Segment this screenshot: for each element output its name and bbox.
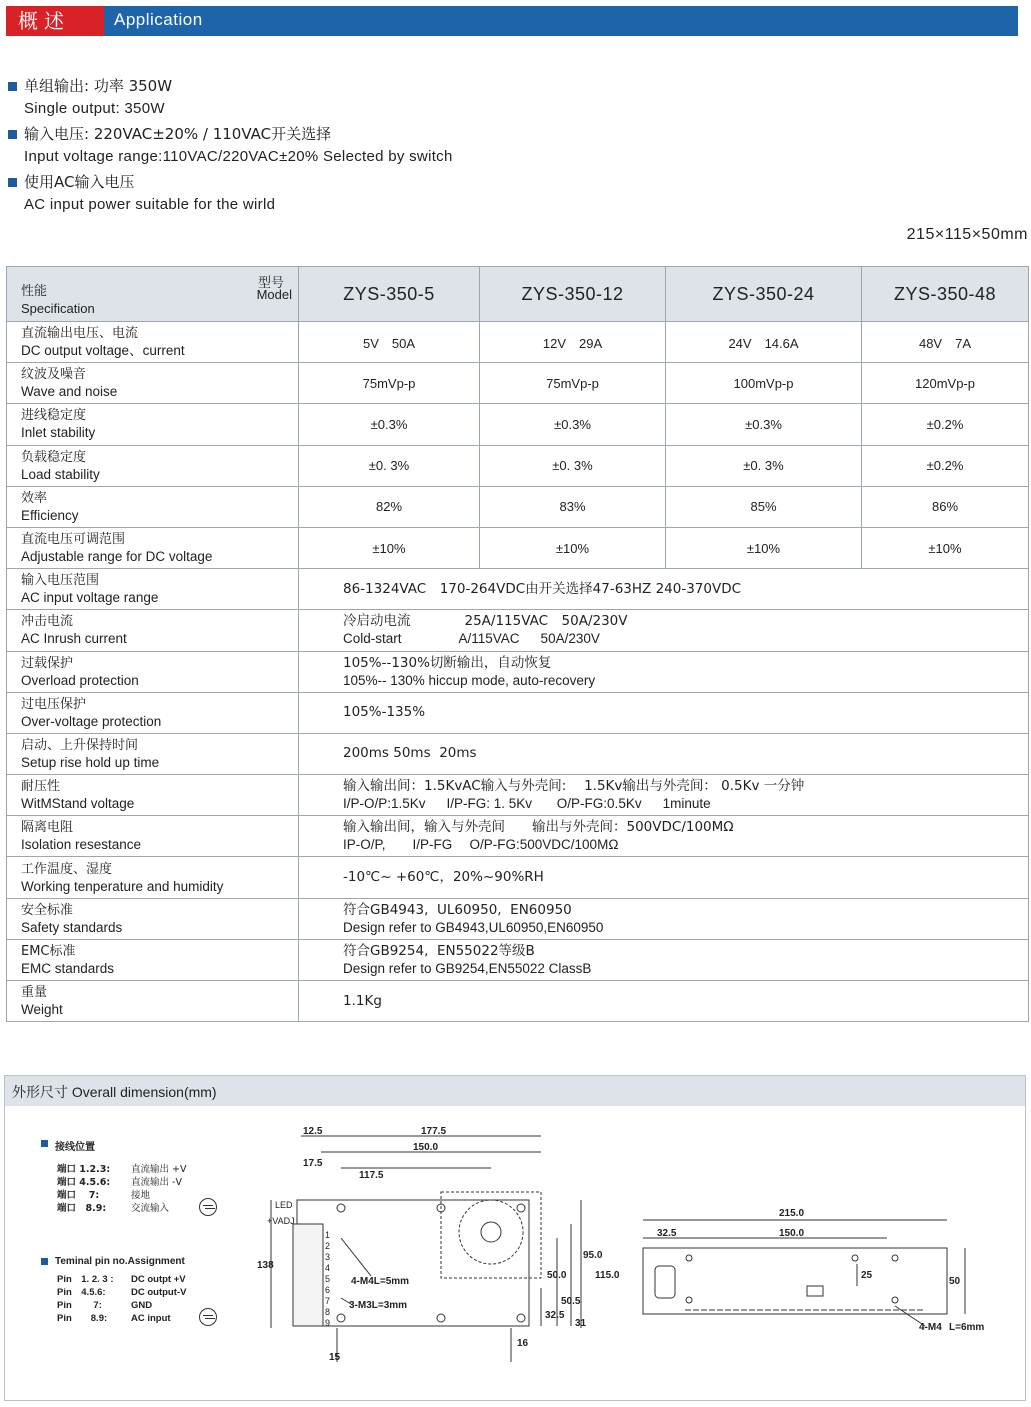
spec-label-cell bbox=[7, 692, 299, 733]
pin-number: 7 bbox=[325, 1296, 331, 1306]
front-view-drawing bbox=[241, 1126, 620, 1384]
pin-number: 5 bbox=[325, 1274, 331, 1284]
spec-label-en: Setup rise hold up time bbox=[21, 754, 160, 770]
side-view-drawing bbox=[625, 1196, 1021, 1336]
spec-label-cn: 进线稳定度 bbox=[21, 408, 87, 424]
hole-label: 4-M4 bbox=[919, 1322, 942, 1333]
spec-value-cell bbox=[299, 898, 1029, 939]
side-body-outline bbox=[643, 1248, 947, 1314]
spec-label-cell bbox=[7, 981, 299, 1022]
spec-label-cell bbox=[7, 898, 299, 939]
spec-value-line: 符合GB9254, EN55022等级B bbox=[343, 942, 535, 959]
spec-label-cn: 隔离电阻 bbox=[21, 820, 74, 836]
spec-label-cn: 冲击电流 bbox=[21, 614, 74, 630]
table-row bbox=[7, 322, 1029, 363]
spec-value-cell bbox=[299, 816, 1029, 857]
terminal-port: Pin 4.5.6: bbox=[57, 1287, 106, 1298]
terminal-port: Pin 8.9: bbox=[57, 1313, 108, 1324]
bullet-square-icon bbox=[8, 178, 17, 187]
spec-value-cell: ±0.3% bbox=[480, 404, 666, 445]
spec-label-en: Safety standards bbox=[21, 919, 123, 935]
list-item bbox=[41, 1286, 186, 1299]
spec-value-line: Design refer to GB4943,UL60950,EN60950 bbox=[343, 919, 604, 935]
pin-number: 3 bbox=[325, 1252, 331, 1262]
pin-number: 6 bbox=[325, 1285, 331, 1295]
spec-value-line: 输入输出间：1.5KvAC输入与外壳间: 1.5Kv输出与外壳间： 0.5Kv 一分钟 bbox=[343, 778, 805, 795]
spec-value-cell: 24V 14.6A bbox=[666, 322, 862, 363]
spec-table bbox=[6, 266, 1029, 1022]
dim-label: 150.0 bbox=[413, 1142, 439, 1153]
spec-label-cell bbox=[7, 939, 299, 980]
spec-label-en: Overload protection bbox=[21, 672, 139, 688]
spec-label-en: Wave and noise bbox=[21, 384, 118, 400]
spec-value-line: Cold-start A/115VAC 50A/230V bbox=[343, 631, 600, 647]
spec-value-line: 输入输出间，输入与外壳间 输出与外壳间：500VDC/100MΩ bbox=[343, 819, 734, 836]
spec-label-cn: 直流电压可调范围 bbox=[21, 532, 126, 548]
ground-symbol-icon bbox=[199, 1198, 217, 1216]
spec-label-en: Working tenperature and humidity bbox=[21, 878, 224, 894]
spec-label-cn: 直流输出电压、电流 bbox=[21, 326, 139, 342]
spec-value-cell: ±10% bbox=[666, 527, 862, 568]
spec-value-line: Design refer to GB9254,EN55022 ClassB bbox=[343, 960, 592, 976]
bullet-text-cn: 单组输出: 功率 350W bbox=[24, 77, 173, 95]
table-row bbox=[7, 404, 1029, 445]
spec-value-cell: ±0. 3% bbox=[666, 445, 862, 486]
spec-value-cell: 100mVp-p bbox=[666, 363, 862, 404]
pin-number: 4 bbox=[325, 1263, 331, 1273]
spec-value-cell bbox=[299, 939, 1029, 980]
table-row bbox=[7, 857, 1029, 898]
table-row bbox=[7, 981, 1029, 1022]
list-item bbox=[41, 1273, 186, 1286]
spec-value-cell bbox=[299, 981, 1029, 1022]
spec-value-cell: ±0.3% bbox=[299, 404, 480, 445]
dim-label: 50 bbox=[949, 1276, 961, 1287]
table-header-row bbox=[7, 267, 1029, 322]
spec-label-cell bbox=[7, 775, 299, 816]
spec-value-line: 冷启动电流 25A/115VAC 50A/230V bbox=[343, 613, 628, 630]
spec-label-cn: 输入电压范围 bbox=[21, 573, 100, 589]
dim-label: 117.5 bbox=[359, 1170, 384, 1181]
spec-value-cell: 120mVp-p bbox=[862, 363, 1029, 404]
bullet-text-en: Input voltage range:110VAC/220VAC±20% Selected by switch bbox=[24, 148, 453, 165]
spec-label-cell bbox=[7, 651, 299, 692]
bullet-text-cn: 输入电压: 220VAC±20% / 110VAC开关选择 bbox=[24, 125, 332, 143]
spec-value-cell: 85% bbox=[666, 486, 862, 527]
dim-label: 32.5 bbox=[657, 1228, 677, 1239]
spec-value-line: 105%--130%切断输出，自动恢复 bbox=[343, 654, 552, 671]
spec-label-cell bbox=[7, 363, 299, 404]
table-row bbox=[7, 445, 1029, 486]
terminal-list-cn bbox=[41, 1138, 186, 1215]
dim-label: 12.5 bbox=[303, 1126, 323, 1137]
spec-label-cn: 负载稳定度 bbox=[21, 449, 87, 465]
spec-value-cell: 5V 50A bbox=[299, 322, 480, 363]
dim-label: 25 bbox=[861, 1270, 873, 1281]
terminal-heading-cn: 接线位置 bbox=[41, 1138, 186, 1153]
spec-label-cell bbox=[7, 733, 299, 774]
dim-label: 95.0 bbox=[583, 1250, 603, 1261]
dim-label: 50.0 bbox=[547, 1270, 567, 1281]
terminal-desc: DC outpt +V bbox=[131, 1274, 186, 1285]
terminal-block bbox=[293, 1224, 323, 1326]
spec-label-cn: 工作温度、湿度 bbox=[21, 861, 113, 877]
spec-value-line: I/P-O/P:1.5Kv I/P-FG: 1. 5Kv O/P-FG:0.5Kv 1minute bbox=[343, 796, 711, 812]
led-label: LED bbox=[275, 1200, 293, 1210]
list-item bbox=[41, 1189, 186, 1202]
dim-label: 15 bbox=[329, 1352, 341, 1363]
spec-value-cell: ±0.2% bbox=[862, 445, 1029, 486]
spec-label-cn: 过载保护 bbox=[21, 655, 74, 671]
table-row bbox=[7, 651, 1029, 692]
terminal-port: 端口 1.2.3: bbox=[57, 1164, 111, 1175]
model-label-cn: 型号 bbox=[257, 276, 284, 291]
terminal-port: 端口 7: bbox=[57, 1190, 100, 1201]
spec-label-en: EMC standards bbox=[21, 960, 115, 976]
spec-label-cell bbox=[7, 404, 299, 445]
spec-label-cell bbox=[7, 857, 299, 898]
terminal-list-en bbox=[41, 1256, 186, 1325]
fan-outline bbox=[459, 1200, 523, 1264]
pin-number: 2 bbox=[325, 1241, 331, 1251]
dim-label: 50.5 bbox=[561, 1296, 581, 1307]
terminal-desc: GND bbox=[131, 1300, 153, 1311]
terminal-desc: 接地 bbox=[131, 1190, 151, 1201]
spec-value-cell: 75mVp-p bbox=[480, 363, 666, 404]
spec-label-en: Weight bbox=[21, 1002, 63, 1018]
terminal-desc: 直流输出 +V bbox=[131, 1164, 187, 1175]
length-label: L=6mm bbox=[949, 1322, 985, 1333]
bullet-square-icon bbox=[8, 130, 17, 139]
spec-label-en: Load stability bbox=[21, 466, 100, 482]
dim-label: 32.5 bbox=[545, 1310, 565, 1321]
spec-label-cn: 性能 bbox=[21, 284, 48, 299]
spec-value-line: 105%-- 130% hiccup mode, auto-recovery bbox=[343, 672, 596, 688]
table-row bbox=[7, 569, 1029, 610]
spec-label-cell bbox=[7, 445, 299, 486]
terminal-desc: 交流输入 bbox=[131, 1203, 170, 1214]
spec-value-cell: ±0.3% bbox=[666, 404, 862, 445]
spec-label-en: Isolation resestance bbox=[21, 837, 142, 853]
spec-value-line: 105%-135% bbox=[343, 704, 426, 721]
dimension-title-cn: 外形尺寸 bbox=[12, 1085, 68, 1101]
dimension-title-bar bbox=[5, 1076, 1025, 1106]
spec-value-cell: ±10% bbox=[480, 527, 666, 568]
table-row bbox=[7, 486, 1029, 527]
spec-value-line: 符合GB4943, UL60950, EN60950 bbox=[343, 901, 572, 918]
list-item bbox=[41, 1176, 186, 1189]
table-row bbox=[7, 733, 1029, 774]
spec-label-en: Specification bbox=[21, 301, 95, 316]
dimension-title bbox=[12, 1082, 217, 1102]
spec-label-en: Over-voltage protection bbox=[21, 713, 162, 729]
front-body-outline bbox=[297, 1200, 529, 1326]
spec-value-cell bbox=[299, 857, 1029, 898]
pin-number: 1 bbox=[325, 1230, 331, 1240]
spec-value-cell: ±10% bbox=[862, 527, 1029, 568]
dim-label: 31 bbox=[575, 1318, 587, 1329]
spec-label-en: Adjustable range for DC voltage bbox=[21, 549, 213, 565]
spec-label-cell bbox=[7, 610, 299, 651]
spec-label-cell bbox=[7, 486, 299, 527]
spec-label-cell bbox=[7, 569, 299, 610]
terminal-desc: 直流输出 -V bbox=[131, 1177, 182, 1188]
table-corner-cell bbox=[7, 267, 299, 322]
spec-value-line: -10℃~ +60℃，20%~90%RH bbox=[343, 869, 544, 886]
spec-value-line: 200ms 50ms 20ms bbox=[343, 745, 477, 762]
list-item bbox=[8, 172, 608, 220]
spec-value-cell: 82% bbox=[299, 486, 480, 527]
spec-label-cell bbox=[7, 816, 299, 857]
terminal-heading-en: Teminal pin no.Assignment bbox=[41, 1256, 186, 1267]
spec-label-en: AC Inrush current bbox=[21, 631, 127, 647]
list-item bbox=[41, 1202, 186, 1215]
spec-value-line: IP-O/P, I/P-FG O/P-FG:500VDC/100MΩ bbox=[343, 837, 619, 853]
table-row bbox=[7, 939, 1029, 980]
bullet-square-icon bbox=[8, 82, 17, 91]
spec-value-cell: 48V 7A bbox=[862, 322, 1029, 363]
application-list bbox=[8, 76, 608, 220]
model-header: ZYS-350-24 bbox=[666, 267, 862, 322]
ground-symbol-icon bbox=[199, 1308, 217, 1326]
vadj-label: +VADJ bbox=[267, 1216, 295, 1226]
product-dimensions: 215×115×50mm bbox=[906, 226, 1028, 243]
table-row bbox=[7, 816, 1029, 857]
model-header: ZYS-350-48 bbox=[862, 267, 1029, 322]
list-item bbox=[41, 1299, 186, 1312]
spec-label-cn: 过电压保护 bbox=[21, 696, 87, 712]
table-row bbox=[7, 363, 1029, 404]
spec-value-cell: 86% bbox=[862, 486, 1029, 527]
section-header bbox=[6, 6, 1018, 36]
dim-label: 177.5 bbox=[421, 1126, 447, 1137]
spec-value-cell: ±0.2% bbox=[862, 404, 1029, 445]
spec-label-cn: 效率 bbox=[21, 490, 48, 506]
table-row bbox=[7, 610, 1029, 651]
dim-label: 17.5 bbox=[303, 1158, 323, 1169]
spec-label-cell bbox=[7, 322, 299, 363]
spec-label-cn: 纹波及噪音 bbox=[21, 367, 87, 383]
hole-label: 3-M3L=3mm bbox=[349, 1300, 408, 1311]
model-label-en: Model bbox=[256, 287, 292, 302]
spec-label-cell bbox=[7, 527, 299, 568]
dimension-section bbox=[4, 1075, 1026, 1401]
list-item bbox=[8, 124, 608, 172]
terminal-port: Pin 1. 2. 3 : bbox=[57, 1274, 114, 1285]
spec-label-cn: 耐压性 bbox=[21, 779, 61, 795]
table-row bbox=[7, 898, 1029, 939]
bullet-text-en: AC input power suitable for the wirld bbox=[24, 196, 276, 213]
spec-value-cell: 83% bbox=[480, 486, 666, 527]
spec-value-cell bbox=[299, 569, 1029, 610]
spec-label-en: Inlet stability bbox=[21, 425, 96, 441]
terminal-port: 端口 4.5.6: bbox=[57, 1177, 111, 1188]
spec-value-cell: ±10% bbox=[299, 527, 480, 568]
pin-number: 8 bbox=[325, 1307, 331, 1317]
header-title-cn: 概述 bbox=[6, 6, 104, 36]
list-item bbox=[8, 76, 608, 124]
spec-value-cell: 12V 29A bbox=[480, 322, 666, 363]
spec-label-cn: 启动、上升保持时间 bbox=[21, 737, 139, 753]
spec-value-cell bbox=[299, 775, 1029, 816]
spec-label-cn: 安全标准 bbox=[21, 902, 74, 918]
table-row bbox=[7, 527, 1029, 568]
spec-label-en: WitMStand voltage bbox=[21, 796, 135, 812]
table-row bbox=[7, 775, 1029, 816]
dim-label: 138 bbox=[257, 1260, 274, 1271]
dim-label: 150.0 bbox=[779, 1228, 805, 1239]
spec-value-cell bbox=[299, 733, 1029, 774]
dim-label: 16 bbox=[517, 1338, 529, 1349]
spec-value-line: 1.1Kg bbox=[343, 992, 382, 1009]
spec-value-cell bbox=[299, 651, 1029, 692]
header-title-en: Application bbox=[114, 10, 203, 29]
terminal-port: 端口 8.9: bbox=[57, 1203, 107, 1214]
spec-label-cn: EMC标准 bbox=[21, 943, 76, 959]
terminal-port: Pin 7: bbox=[57, 1300, 102, 1311]
model-header: ZYS-350-5 bbox=[299, 267, 480, 322]
spec-value-cell bbox=[299, 610, 1029, 651]
terminal-desc: AC input bbox=[131, 1313, 171, 1324]
spec-label-cn: 重量 bbox=[21, 985, 48, 1001]
bullet-text-cn: 使用AC输入电压 bbox=[24, 173, 135, 191]
terminal-desc: DC output-V bbox=[131, 1287, 187, 1298]
spec-label-en: DC output voltage、current bbox=[21, 343, 185, 359]
spec-value-line: 86-1324VAC 170-264VDC由开关选择47-63HZ 240-370VDC bbox=[343, 580, 742, 597]
dimension-title-en: Overall dimension(mm) bbox=[71, 1084, 217, 1100]
list-item bbox=[41, 1312, 186, 1325]
bullet-text-en: Single output: 350W bbox=[24, 100, 165, 117]
spec-value-cell: ±0. 3% bbox=[299, 445, 480, 486]
spec-value-cell: ±0. 3% bbox=[480, 445, 666, 486]
list-item bbox=[41, 1163, 186, 1176]
table-row bbox=[7, 692, 1029, 733]
dim-label: 115.0 bbox=[595, 1270, 620, 1281]
dim-label: 215.0 bbox=[779, 1208, 805, 1219]
spec-value-cell bbox=[299, 692, 1029, 733]
spec-label-en: Efficiency bbox=[21, 507, 79, 523]
spec-label-en: AC input voltage range bbox=[21, 590, 159, 606]
spec-value-cell: 75mVp-p bbox=[299, 363, 480, 404]
pin-number: 9 bbox=[325, 1318, 331, 1328]
hole-label: 4-M4L=5mm bbox=[351, 1276, 410, 1287]
model-header: ZYS-350-12 bbox=[480, 267, 666, 322]
